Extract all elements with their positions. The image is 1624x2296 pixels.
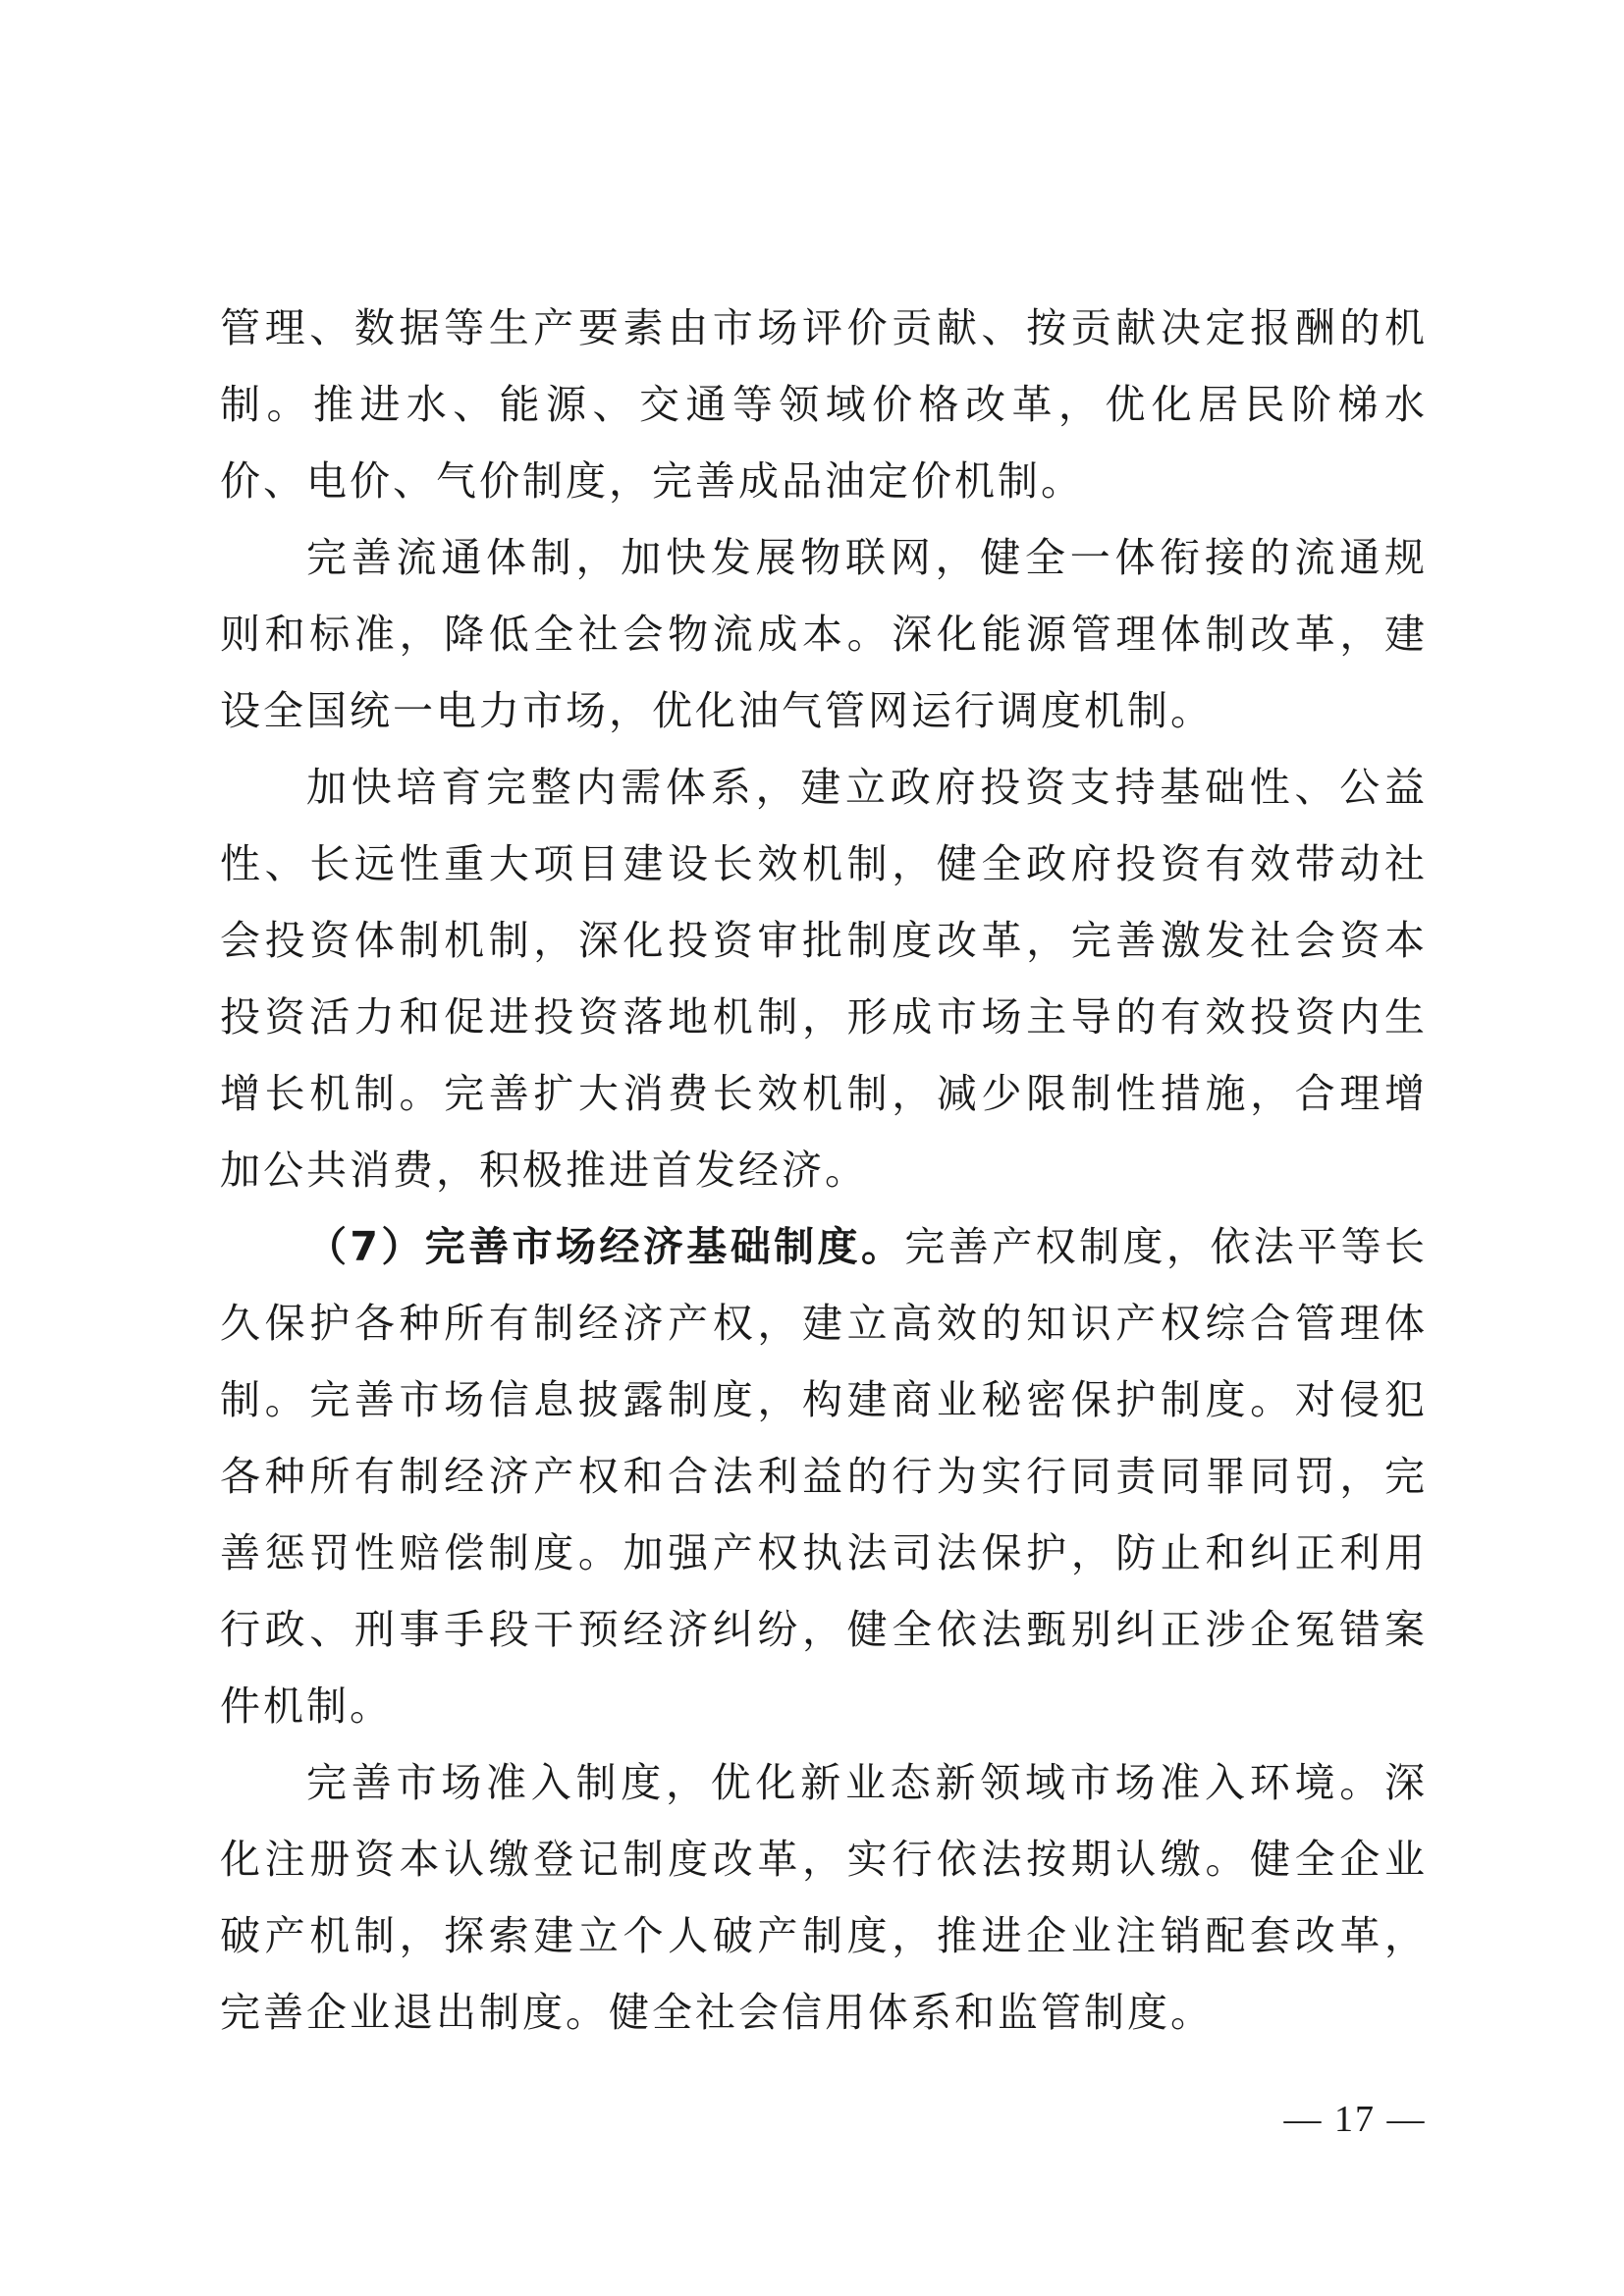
paragraph-circulation: [220, 519, 1428, 749]
paragraph-text: 完善产权制度，依法平等长久保护各种所有制经济产权，建立高效的知识产权综合管理体制。完善市场信息披露制度，构建商业秘密保护制度。对侵犯各种所有制经济产权和合法利益的行为实行同责同罪同罚，完善惩罚性赔偿制度。加强产权执法司法保护，防止和纠正利用行政、刑事手段干预经济纠纷，健全依法甄别纠正涉企冤错案件机制。: [220, 1223, 1428, 1730]
paragraph-market-access: [220, 1744, 1428, 2051]
paragraph-domestic-demand: [220, 749, 1428, 1208]
paragraph-text: 完善市场准入制度，优化新业态新领域市场准入环境。深化注册资本认缴登记制度改革，实行依法按期认缴。健全企业破产机制，探索建立个人破产制度，推进企业注销配套改革，完善企业退出制度。健全社会信用体系和监管制度。: [220, 1759, 1428, 2036]
paragraph-text: 管理、数据等生产要素由市场评价贡献、按贡献决定报酬的机制。推进水、能源、交通等领域价格改革，优化居民阶梯水价、电价、气价制度，完善成品油定价机制。: [220, 304, 1428, 505]
page-number: — 17 —: [1283, 2099, 1427, 2140]
paragraph-text: 加快培育完整内需体系，建立政府投资支持基础性、公益性、长远性重大项目建设长效机制，健全政府投资有效带动社会投资体制机制，深化投资审批制度改革，完善激发社会资本投资活力和促进投资落地机制，形成市场主导的有效投资内生增长机制。完善扩大消费长效机制，减少限制性措施，合理增加公共消费，积极推进首发经济。: [220, 764, 1428, 1194]
paragraph-text: 完善流通体制，加快发展物联网，健全一体衔接的流通规则和标准，降低全社会物流成本。深化能源管理体制改革，建设全国统一电力市场，优化油气管网运行调度机制。: [220, 534, 1428, 734]
section-heading: （7）完善市场经济基础制度。: [306, 1223, 905, 1270]
paragraph-continuation: [220, 290, 1428, 519]
paragraph-section-7: [220, 1208, 1428, 1744]
document-body: [220, 290, 1428, 2051]
